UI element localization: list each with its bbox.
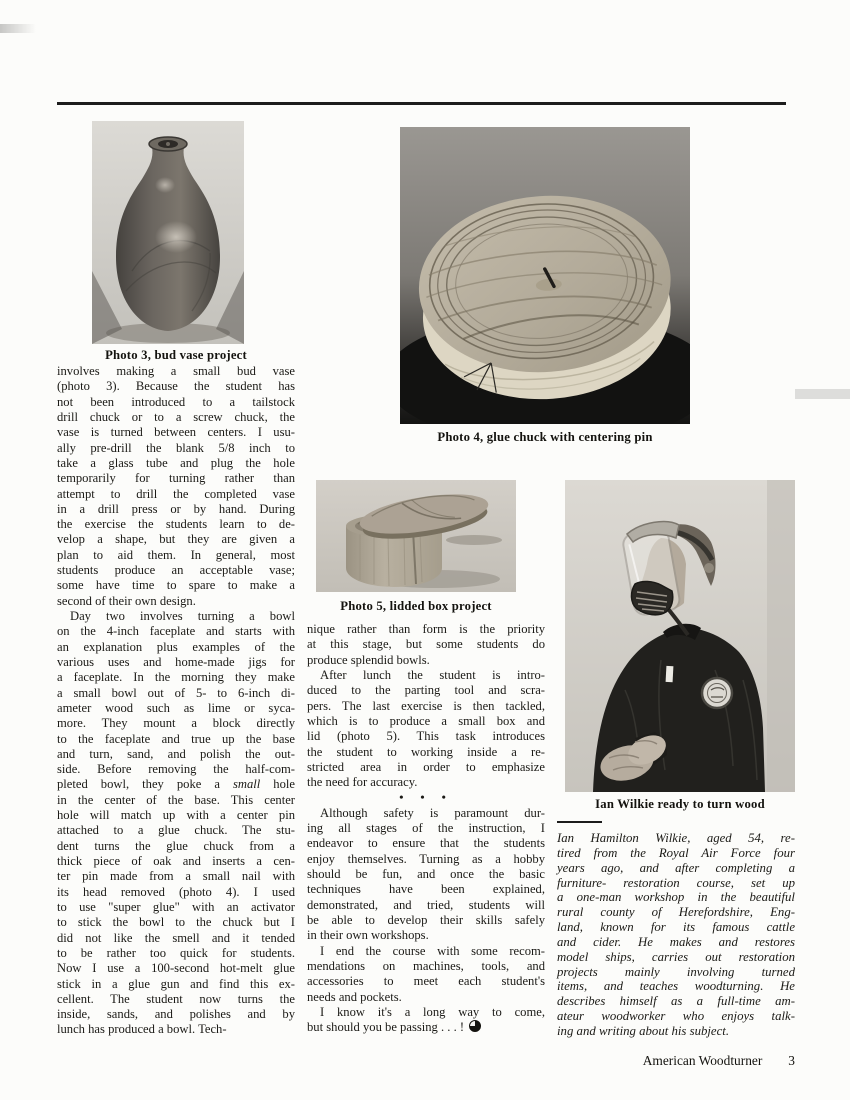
text-line: on the 4-inch faceplate and starts with: [57, 624, 295, 639]
bud-vase-illustration: [92, 121, 244, 344]
text-line: cellent. The student now turns the: [57, 991, 295, 1006]
ian-wilkie-illustration: [565, 480, 795, 792]
chest-tag: [666, 666, 674, 682]
photo4-caption: Photo 4, glue chuck with centering pin: [437, 430, 653, 444]
text-line: tired from the Royal Air Force four: [557, 845, 795, 860]
text-line: dent turns the glue chuck from a: [57, 838, 295, 853]
text-line: needs and pockets.: [307, 989, 402, 1004]
photo-bud-vase: [92, 121, 244, 344]
author-bio-column: [557, 831, 795, 1039]
lidded-box-illustration: [316, 480, 516, 592]
text-line: ter pin made from a small nail with: [57, 869, 295, 884]
text-line: (photo 3). Because the student has: [57, 379, 295, 394]
text-line: produce splendid bowls.: [307, 652, 430, 667]
text-line: and turn, sand, and polish the out-: [57, 746, 295, 761]
left-text-column: [57, 364, 295, 1038]
text-line: an explanation plus examples of the: [57, 639, 295, 654]
text-line: describes himself as a full-time am-: [557, 994, 795, 1009]
text-line: years ago, and after completing a: [557, 860, 795, 875]
text-line: stick in a glue gun and find this ex-: [57, 976, 295, 991]
middle-text-column: [307, 622, 545, 1035]
text-line: Although safety is paramount dur-: [320, 805, 545, 820]
text-line: ing all stages of the instruction, I: [307, 821, 545, 836]
text-line: the student to working inside a re-: [307, 744, 545, 759]
photo3-caption: Photo 3, bud vase project: [105, 348, 247, 362]
text-line: ameter wood such as lime or syca-: [57, 700, 295, 715]
text-line: velop a shape, but they are given a: [57, 532, 295, 547]
text-line: should be fun, and once the basic: [307, 867, 545, 881]
text-line: vase is turned between centers. I usu-: [57, 425, 295, 440]
text-line: be able to develop their skills safely: [307, 912, 545, 927]
text-line: ally pre-drill the blank 5/8 inch to: [57, 440, 295, 455]
text-line: its head removed (photo 4). I used: [57, 884, 295, 899]
text-line: Now I use a 100-second hot-melt glue: [57, 961, 295, 976]
photo-lidded-box: [316, 480, 516, 592]
glue-chuck-illustration: [400, 127, 690, 424]
text-line: I know it's a long way to come,: [320, 1004, 545, 1019]
text-line: did not like the smell and it tended: [57, 930, 295, 945]
footer-page-number: 3: [788, 1053, 795, 1068]
text-line: second of their own design.: [57, 593, 196, 608]
text-line: to stick the bowl to the chuck but I: [57, 915, 295, 930]
text-line: which is to produce a small box and: [307, 713, 545, 728]
text-line: various uses and home-made jigs for: [57, 654, 295, 669]
text-line: attempt to drill the completed vase: [57, 486, 295, 501]
text-line: After lunch the student is intro-: [320, 667, 545, 682]
text-line: to the faceplate and true up the base: [57, 731, 295, 746]
text-line: hole will match up with a center pin: [57, 808, 295, 823]
text-line: in their own workshops.: [307, 928, 429, 943]
text-line: and cider. He makes and restores: [557, 934, 795, 949]
text-line: side. Before removing the half-com-: [57, 762, 295, 777]
text-line: attached to a glue chuck. The stu-: [57, 823, 295, 838]
text-line: not been introduced to a tailstock: [57, 394, 295, 409]
text-line: thick piece of oak and inserts a cen-: [57, 854, 295, 868]
text-line: stricted area in order to emphasize: [307, 759, 545, 774]
text-line: land, known for its famous cattle: [557, 920, 795, 935]
text-line: items, and teaches woodturning. He: [557, 979, 795, 994]
text-line: pleted bowl, they poke a small hole: [57, 777, 295, 792]
text-line: enjoy themselves. Turning as a hobby: [307, 851, 545, 866]
text-line: lid (photo 5). This task introduces: [307, 729, 545, 744]
text-line: to use "super glue" with an activator: [57, 899, 295, 914]
text-line: ateur woodworker who enjoys talk-: [557, 1009, 795, 1024]
text-line: drill chuck or to a screw chuck, the: [57, 409, 295, 424]
text-line: duced to the parting tool and scra-: [307, 683, 545, 698]
section-separator: • • •: [399, 790, 453, 805]
text-line: to be rather too quick for students.: [57, 945, 295, 960]
text-line: in a drill press or by hand. During: [57, 501, 295, 516]
text-line: furniture- restoration course, set up: [557, 875, 795, 890]
scan-smudge-top-left: [0, 24, 36, 33]
text-line: techniques have been explained,: [307, 882, 545, 897]
text-line: involves making a small bud vase: [57, 364, 295, 378]
text-line: a one-man workshop in the beautiful: [557, 890, 795, 905]
text-line: plan to aid them. In general, most: [57, 547, 295, 562]
scan-smudge-right-margin: [795, 389, 850, 399]
text-line: nique rather than form is the priority: [307, 622, 545, 636]
text-line: I end the course with some recom-: [320, 943, 545, 958]
sleeve-badge: [702, 678, 732, 708]
text-line: temporarily for turning rather than: [57, 471, 295, 486]
text-line: the exercise the students learn to de-: [57, 517, 295, 532]
text-line: endeavor to ensure that the students: [307, 836, 545, 851]
top-horizontal-rule: [57, 102, 786, 105]
text-line: mendations on machines, tools, and: [307, 958, 545, 973]
text-line: a small bowl out of 5- to 6-inch di-: [57, 685, 295, 700]
text-line: more. They mount a block directly: [57, 716, 295, 731]
text-line: but should you be passing . . . !: [307, 1020, 545, 1035]
text-line: projects mainly involving turned: [557, 964, 795, 979]
text-line: a faceplate. In the morning they make: [57, 670, 295, 685]
text-line: pers. The last exercise is then tackled,: [307, 698, 545, 713]
text-line: students produce an acceptable vase;: [57, 563, 295, 578]
text-line: accessories to meet each student's: [307, 974, 545, 989]
footer-journal-title: American Woodturner: [642, 1053, 763, 1068]
text-line: model ships, carries out restoration: [557, 949, 795, 964]
text-line: the need for accuracy.: [307, 775, 418, 790]
text-line: Ian Hamilton Wilkie, aged 54, re-: [557, 831, 795, 845]
photo-glue-chuck: [400, 127, 690, 424]
text-line: demonstrated, and tried, students will: [307, 897, 545, 912]
text-line: at this stage, but some students do: [307, 637, 545, 652]
text-line: some have time to spare to make a: [57, 578, 295, 593]
text-line: in the center of the base. This center: [57, 792, 295, 807]
text-line: rural county of Herefordshire, Eng-: [557, 905, 795, 920]
text-line: ing and writing about his subject.: [557, 1023, 730, 1038]
text-line: inside, sands, and polishes and by: [57, 1007, 295, 1022]
portrait-caption: Ian Wilkie ready to turn wood: [595, 797, 765, 811]
text-line: Day two involves turning a bowl: [70, 609, 295, 623]
text-line: lunch has produced a bowl. Tech-: [57, 1022, 227, 1037]
photo-ian-wilkie: [565, 480, 795, 792]
page-footer: [557, 1053, 795, 1069]
end-of-article-icon: [469, 1020, 481, 1032]
photo5-caption: Photo 5, lidded box project: [340, 599, 492, 613]
author-note-rule: [557, 821, 602, 823]
text-line: take a glass tube and plug the hole: [57, 455, 295, 470]
